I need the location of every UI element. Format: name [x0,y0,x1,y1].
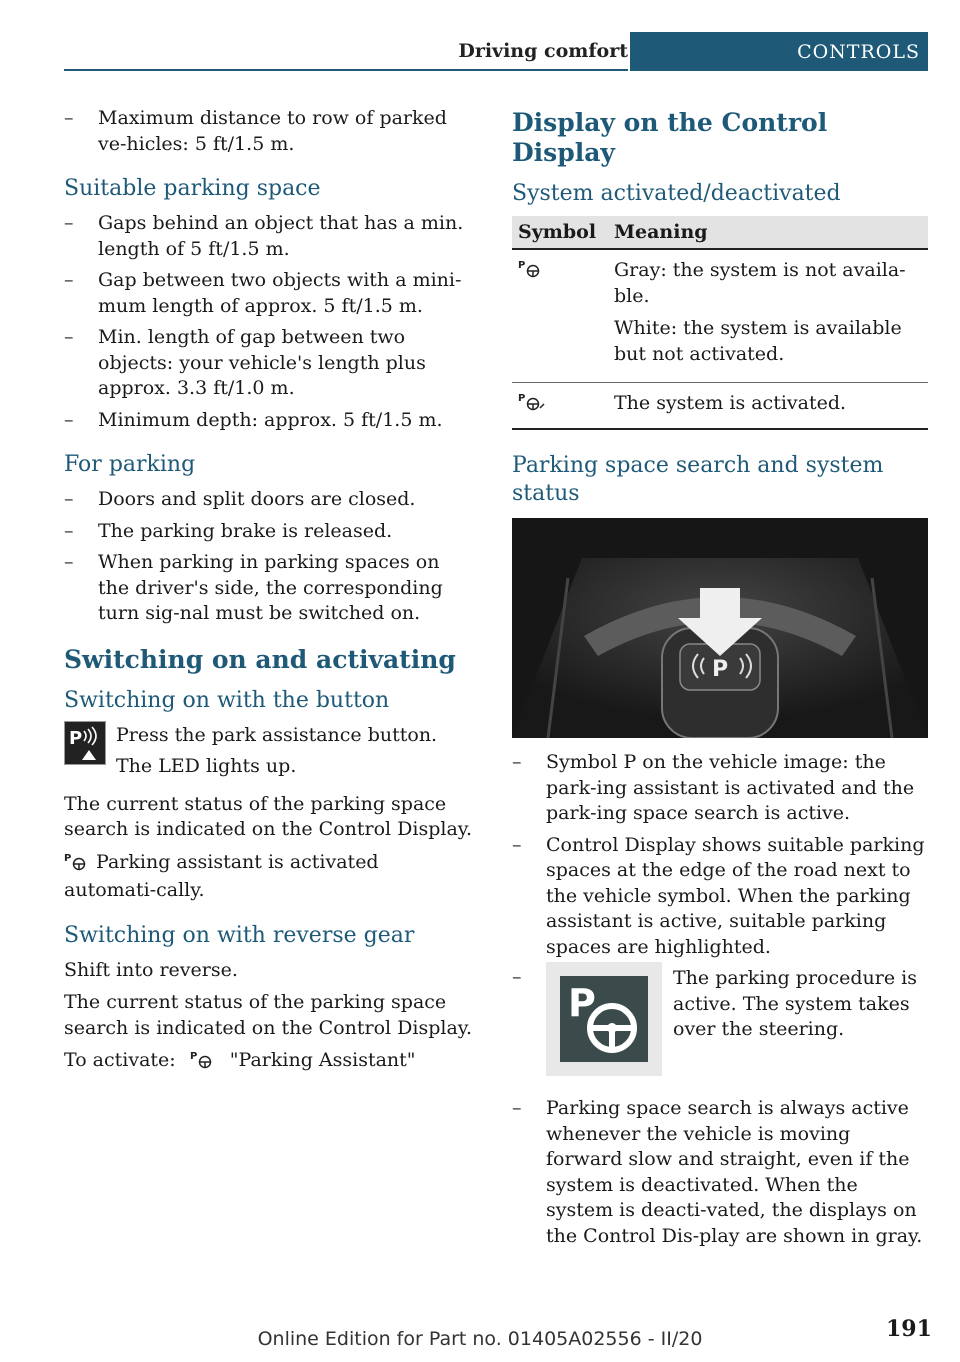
activate-menu-item: "Parking Assistant" [229,1049,416,1071]
park-assist-button-icon [64,721,106,765]
search-status-heading: Parking space search and system status [512,453,884,506]
procedure-item [512,966,928,1086]
for-parking-list [64,487,476,627]
intro-list [64,106,476,157]
right-column [512,106,928,1255]
button-line-1: Press the park assistance button. [116,723,438,746]
meaning-cell [608,249,928,383]
symbol-column-header: Symbol [512,216,608,249]
parking-assistant-icon [190,1049,216,1077]
activate-paragraph [64,1048,476,1077]
auto-activate-text: Parking assistant is activated automati‐cally. [64,850,379,901]
system-status-heading: System activated/deactivated [512,181,841,206]
status-list [512,750,928,960]
display-heading: Display on the Control Display [512,108,828,167]
footer-edition: Online Edition for Part no. 01405A02556 - II/20 [257,1328,703,1350]
page-number: 191 [886,1316,932,1342]
svg-text:P: P [189,1051,198,1062]
meaning-cell: The system is activated. [608,383,928,430]
header-chapter-tab: CONTROLS [630,32,928,71]
list-item: – Parking space search is always active whenever the vehicle is moving forward slow and straight, even if the system is deactivated. When the system is deacti‐vated, the displays on the Control Dis‐play are shown in gray. [512,1096,928,1249]
list-item: – When parking in parking spaces on the driver's side, the corresponding turn sig‐nal must be switched on. [64,550,476,627]
suitable-heading: Suitable parking space [64,176,321,201]
list-item: – Minimum depth: approx. 5 ft/1.5 m. [64,408,476,434]
parking-procedure-icon [546,962,662,1076]
svg-text:P: P [518,393,526,404]
symbol-table [512,216,928,430]
control-display-screenshot [512,518,928,738]
button-line-2: The LED lights up. [116,755,297,777]
header-rule [64,69,628,71]
list-item: – Control Display shows suitable parking spaces at the edge of the road next to the vehicle symbol. When the parking assistant is active, suitable parking spaces are highlighted. [512,833,928,961]
meaning-gray: Gray: the system is not availa‐ble. [614,259,906,307]
list-item: – Min. length of gap between two objects: your vehicle's length plus approx. 3.3 ft/1.0 m. [64,325,476,402]
auto-activate-paragraph [64,850,476,904]
left-column [64,106,476,1084]
parking-assistant-inactive-icon [518,261,544,283]
procedure-text: The parking procedure is active. The system takes over the steering. [673,967,917,1040]
reverse-heading: Switching on with reverse gear [64,922,415,948]
activate-prefix: To activate: [64,1049,176,1071]
svg-text:P: – P [568,981,596,1025]
parking-assistant-icon [64,851,90,879]
list-item: – Symbol P on the vehicle image: the park‐ing assistant is activated and the park‐ing space search is active. [512,750,928,827]
reverse-status-text: The current status of the parking space search is indicated on the Control Display. [64,991,473,1039]
svg-text:P: P [518,260,526,271]
svg-text:P: P [64,852,72,864]
table-row [512,383,928,430]
symbol-cell [512,383,608,430]
svg-text:P: P [69,727,83,749]
switching-heading: Switching on and activating [64,644,456,674]
table-row [512,249,928,383]
header-section-title: Driving comfort [458,40,628,62]
symbol-cell [512,249,608,383]
for-parking-heading: For parking [64,452,196,477]
status-text: The current status of the parking space search is indicated on the Control Display. [64,792,473,840]
reverse-line: Shift into reverse. [64,958,238,981]
button-instruction [64,723,476,780]
final-list [512,1096,928,1249]
button-heading: Switching on with the button [64,687,390,713]
meaning-white: White: the system is available but not activated. [614,317,902,365]
parking-assistant-active-icon [518,394,546,416]
suitable-list [64,211,476,433]
list-item: – Gaps behind an object that has a min. length of 5 ft/1.5 m. [64,211,476,262]
list-item: – Maximum distance to row of parked ve‐hicles: 5 ft/1.5 m. [64,106,476,157]
list-item: – The parking brake is released. [64,519,476,545]
meaning-column-header: Meaning [608,216,928,249]
list-item: – Doors and split doors are closed. [64,487,476,513]
svg-text:P: P [712,657,729,682]
list-item: – Gap between two objects with a mini‐mum length of approx. 5 ft/1.5 m. [64,268,476,319]
